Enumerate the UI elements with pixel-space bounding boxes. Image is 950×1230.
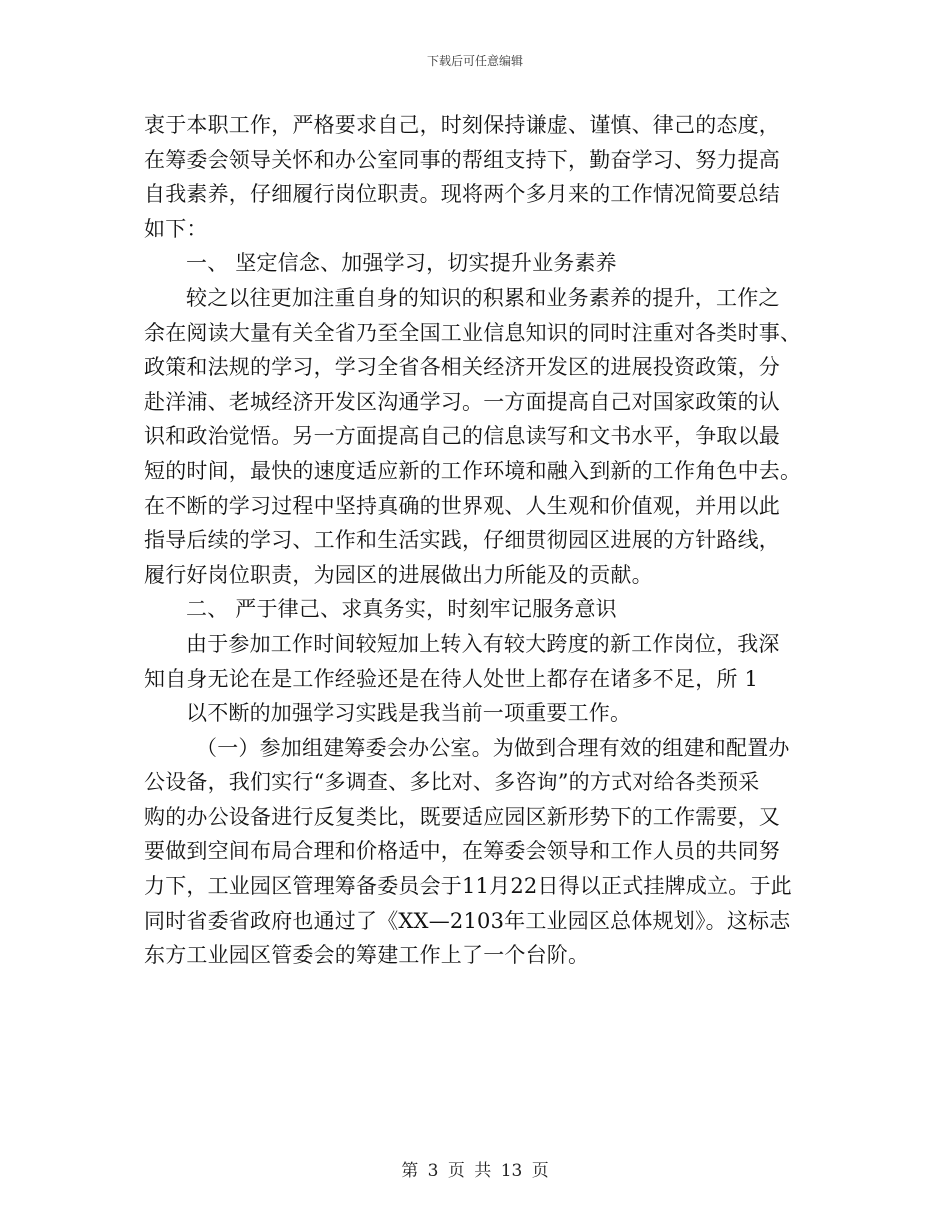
- page-header: 下载后可任意编辑: [426, 54, 523, 68]
- text-line: 衷于本职工作，严格要求自己，时刻保持谦虚、谨慎、律己的态度，: [144, 113, 780, 137]
- text-line: 赴洋浦、老城经济开发区沟通学习。一方面提高自己对国家政策的认: [144, 389, 780, 414]
- text-line: 东方工业园区管委会的筹建工作上了一个台阶。: [144, 943, 590, 968]
- text-line: 识和政治觉悟。另一方面提高自己的信息读写和文书水平，争取以最: [144, 424, 780, 449]
- text-line: 自我素养，仔细履行岗位职责。现将两个多月来的工作情况简要总结: [144, 182, 780, 207]
- text-line: 由于参加工作时间较短加上转入有较大跨度的新工作岗位，我深: [186, 631, 780, 656]
- text-line: 在筹委会领导关怀和办公室同事的帮组支持下，勤奋学习、努力提高: [144, 147, 780, 172]
- text-line: 力下，工业园区管理筹备委员会于11月22日得以正式挂牌成立。于此: [144, 874, 792, 899]
- text-line: 履行好岗位职责，为园区的进展做出力所能及的贡献。: [144, 562, 653, 587]
- text-line: 知自身无论在是工作经验还是在待人处世上都存在诸多不足，所 1: [144, 666, 759, 691]
- text-line: 以不断的加强学习实践是我当前一项重要工作。: [186, 701, 632, 726]
- text-line: 短的时间，最快的速度适应新的工作环境和融入到新的工作角色中去。: [144, 458, 802, 483]
- text-line: 要做到空间布局合理和价格适中，在筹委会领导和工作人员的共同努: [144, 839, 780, 864]
- section-heading-1: 一、 坚定信念、加强学习，切实提升业务素养: [186, 251, 617, 276]
- text-line: 购的办公设备进行反复类比，既要适应园区新形势下的工作需要，又: [144, 804, 780, 829]
- page-footer: 第 3 页 共 13 页: [401, 1161, 549, 1181]
- text-line: 余在阅读大量有关全省乃至全国工业信息知识的同时注重对各类时事、: [144, 320, 802, 345]
- text-line: 较之以往更加注重自身的知识的积累和业务素养的提升，工作之: [186, 285, 780, 310]
- subsection-line: （一）参加组建筹委会办公室。为做到合理有效的组建和配置办: [196, 735, 790, 760]
- text-line: 同时省委省政府也通过了《XX—2103年工业园区总体规划》。这标志: [144, 908, 791, 933]
- text-line: 如下：: [144, 216, 208, 241]
- text-line: 在不断的学习过程中坚持真确的世界观、人生观和价值观，并用以此: [144, 493, 780, 518]
- text-line: 指导后续的学习、工作和生活实践，仔细贯彻园区进展的方针路线，: [144, 528, 780, 553]
- text-line: 政策和法规的学习，学习全省各相关经济开发区的进展投资政策，分: [144, 355, 780, 380]
- document-body: [144, 108, 809, 973]
- section-heading-2: 二、 严于律己、求真务实，时刻牢记服务意识: [186, 597, 617, 622]
- text-line: 公设备，我们实行“多调查、多比对、多咨询”的方式对给各类预采: [144, 770, 760, 795]
